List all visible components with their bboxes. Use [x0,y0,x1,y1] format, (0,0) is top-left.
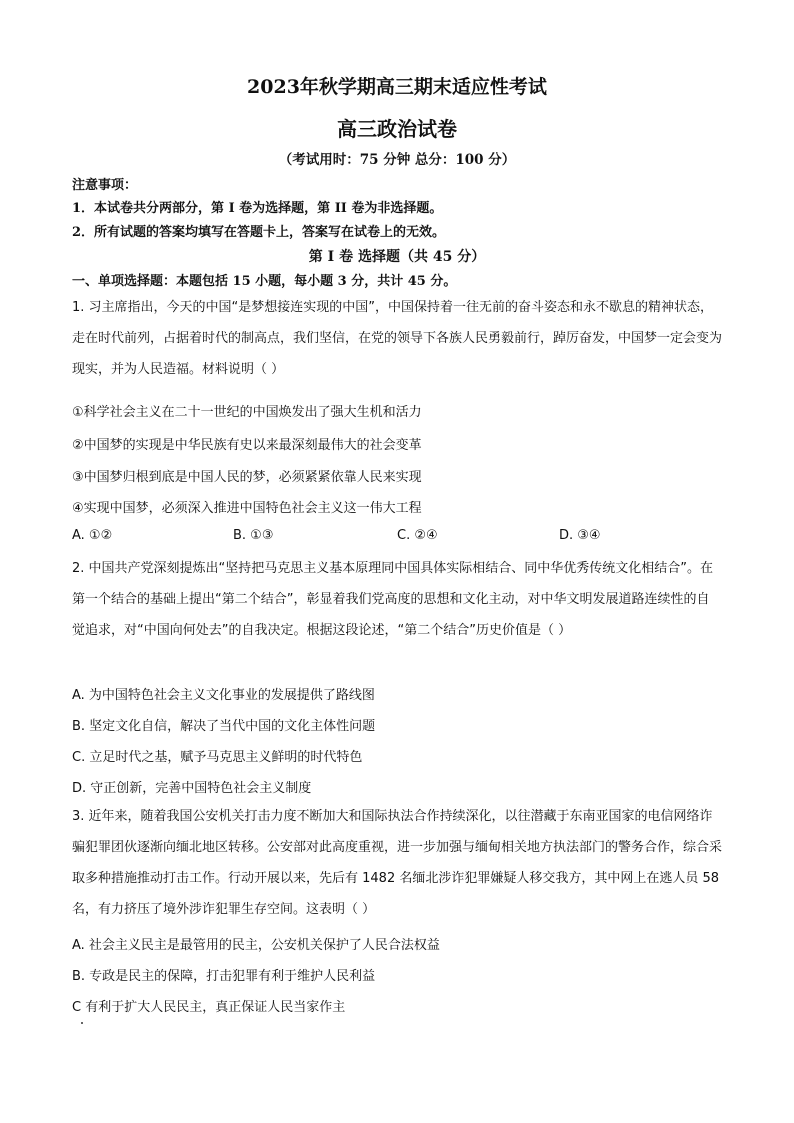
question-2-stem: 2. 中国共产党深刻提炼出“坚持把马克思主义基本原理同中国具体实际相结合、同中华优秀传统文化相结合”。在第一个结合的基础上提出“第二个结合”，彰显着我们党高度的思想和文化主动，对中华文明发展道路连续性的自觉追求，对“中国向何处去”的自我决定。根据这段论述，“第二个结合”历史价值是（ ） [72,561,714,638]
q1-statement-3: ③中国梦归根到底是中国人民的梦，必须紧紧依靠人民来实现 [72,470,422,485]
q1-statement-1: ①科学社会主义在二十一世纪的中国焕发出了强大生机和活力 [72,405,422,420]
q1-option-b[interactable]: B. ①③ [233,528,274,543]
exam-title: 2023年秋学期高三期末适应性考试 [247,76,547,98]
q1-option-c[interactable]: C. ②④ [397,528,438,543]
q1-statement-4: ④实现中国梦，必须深入推进中国特色社会主义这一伟大工程 [72,501,422,516]
q1-option-a[interactable]: A. ①② [72,528,113,543]
question-1-stem: 1. 习主席指出，今天的中国“是梦想接连实现的中国”，中国保持着一往无前的奋斗姿态和永不歇息的精神状态，走在时代前列，占据着时代的制高点，我们坚信，在党的领导下各族人民勇毅前行，踔厉奋发，中国梦一定会变为现实，并为人民造福。材料说明（ ） [72,300,723,377]
q2-option-d[interactable]: D. 守正创新，完善中国特色社会主义制度 [72,781,312,796]
q3-option-b[interactable]: B. 专政是民主的保障，打击犯罪有利于维护人民利益 [72,969,376,984]
section-title: 第 I 卷 选择题（共 45 分） [308,249,486,265]
notes-heading: 注意事项： [72,178,138,193]
q3-option-c[interactable]: C 有利于扩大人民民主，真正保证人民当家作主 [72,1000,346,1015]
scan-mark [81,1022,83,1024]
q2-option-b[interactable]: B. 坚定文化自信，解决了当代中国的文化主体性问题 [72,719,376,734]
q2-option-a[interactable]: A. 为中国特色社会主义文化事业的发展提供了路线图 [72,688,375,703]
note-item-2: 2．所有试题的答案均填写在答题卡上，答案写在试卷上的无效。 [72,225,446,240]
q2-option-c[interactable]: C. 立足时代之基，赋予马克思主义鲜明的时代特色 [72,750,363,765]
note-item-1: 1．本试卷共分两部分，第 I 卷为选择题，第 II 卷为非选择题。 [72,201,443,216]
question-3-stem: 3. 近年来，随着我国公安机关打击力度不断加大和国际执法合作持续深化，以往潜藏于东南亚国家的电信网络诈骗犯罪团伙逐渐向缅北地区转移。公安部对此高度重视，进一步加强与缅甸相关地方执法部门的警务合作，综合采取多种措施推动打击工作。行动开展以来，先后有 1482 名缅北涉诈犯罪嫌疑人移交我方，其中网上在逃人员 58 名，有力挤压了境外涉诈犯罪生存空间。这表明（ ） [72,809,723,917]
q3-option-a[interactable]: A. 社会主义民主是最管用的民主，公安机关保护了人民合法权益 [72,938,440,953]
exam-subtitle: 高三政治试卷 [337,117,457,141]
section-instruction: 一、单项选择题：本题包括 15 小题，每小题 3 分，共计 45 分。 [72,274,457,289]
q1-statement-2: ②中国梦的实现是中华民族有史以来最深刻最伟大的社会变革 [72,438,422,453]
q1-option-d[interactable]: D. ③④ [559,528,601,543]
exam-info: （考试用时：75 分钟 总分：100 分） [278,152,516,168]
